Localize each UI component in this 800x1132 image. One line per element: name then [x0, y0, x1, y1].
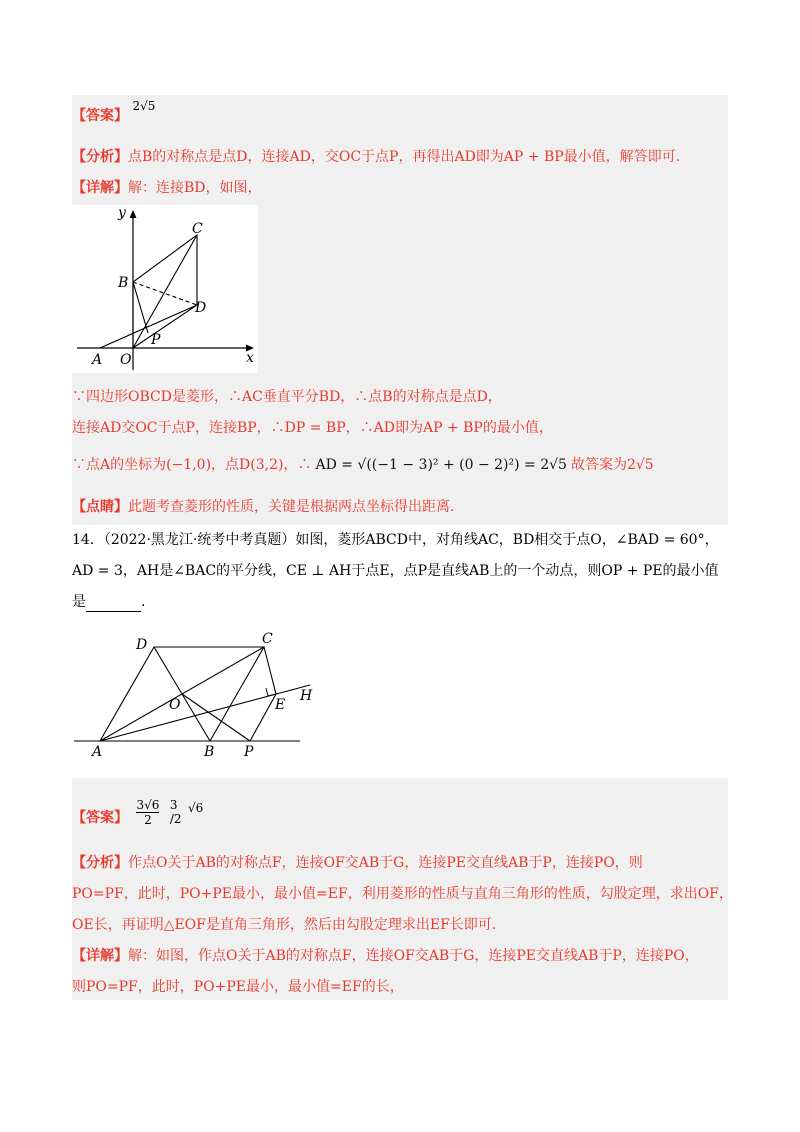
proof-line3-b: 故答案为2√5 [570, 457, 654, 473]
q13-proof-line3 [72, 455, 654, 475]
q13-proof-line1: ∵四边形OBCD是菱形，∴AC垂直平分BD，∴点B的对称点是点D， [72, 389, 502, 405]
question-source: （2022·黑龙江·统考中考真题） [103, 532, 296, 548]
q14-stem-line3: 是 . [72, 594, 146, 610]
answer-value: 2√5 [132, 99, 156, 113]
label-A: A [92, 352, 103, 368]
analysis-text: 点B的对称点是点D，连接AD，交OC于点P，再得出AD即为AP + BP最小值，解答即可. [128, 149, 681, 165]
q13-detail [72, 178, 262, 198]
label-B: B [204, 744, 215, 760]
answer-fraction [136, 798, 159, 827]
q14-stem-line2: AD = 3，AH是∠BAC的平分线，CE ⊥ AH于点E，点P是直线AB上的一个动点，则OP + PE的最小值 [72, 563, 719, 579]
comment-tag: 【点睛】 [72, 499, 128, 515]
label-x: x [246, 350, 254, 366]
answer-root: √6 [187, 801, 204, 815]
detail-tag: 【详解】 [72, 948, 128, 964]
label-B: B [118, 275, 129, 291]
detail-text: 解：连接BD，如图， [128, 180, 262, 196]
q14-analysis-line3: OE长，再证明△EOF是直角三角形，然后由勾股定理求出EF长即可. [72, 917, 497, 933]
alt-frac-den: 2 [173, 812, 182, 826]
q14-detail-line2: 则PO=PF，此时，PO+PE最小，最小值=EF的长， [72, 979, 404, 995]
answer-alt [170, 798, 182, 826]
analysis-tag: 【分析】 [72, 855, 128, 871]
q13-analysis [72, 147, 680, 167]
label-A: A [92, 744, 103, 760]
alt-frac-num: 3 [169, 798, 178, 812]
detail-line1: 解：如图，作点O关于AB的对称点F，连接OF交AB于G，连接PE交直线AB于P，连接PO， [128, 948, 699, 964]
q13-proof-line2: 连接AD交OC于点P，连接BP，∴DP = BP，∴AD即为AP + BP的最小值， [72, 420, 553, 436]
question-number: 14． [72, 532, 104, 548]
detail-tag: 【详解】 [72, 180, 128, 196]
answer-tag: 【答案】 [72, 810, 128, 826]
q14-stem-line1 [72, 530, 719, 550]
proof-line3-a: ∵点A的坐标为(−1,0)，点D(3,2)，∴ [72, 457, 312, 473]
label-P: P [244, 744, 254, 760]
q14-answer-line [72, 798, 203, 828]
answer-numerator: 3√6 [136, 798, 160, 812]
q13-coordinate-figure [72, 205, 258, 373]
q14-detail-line1 [72, 946, 699, 966]
label-E: E [275, 697, 286, 713]
answer-blank [86, 597, 141, 612]
analysis-tag: 【分析】 [72, 149, 128, 165]
label-C: C [192, 221, 203, 237]
q13-comment [72, 497, 454, 517]
stem-line1: 如图，菱形ABCD中，对角线AC，BD相交于点O，∠BAD = 60°， [295, 532, 719, 548]
q14-analysis-line2: PO=PF，此时，PO+PE最小，最小值=EF，利用菱形的性质与直角三角形的性质，勾股定理，求出OF， [72, 886, 733, 902]
analysis-line1: 作点O关于AB的对称点F，连接OF交AB于G，连接PE交直线AB于P，连接PO，则 [128, 855, 643, 871]
answer-tag: 【答案】 [72, 108, 128, 124]
distance-formula: AD = √((−1 − 3)² + (0 − 2)²) = 2√5 [315, 457, 567, 473]
alt-slash-den [170, 812, 182, 826]
q14-analysis-line1 [72, 853, 643, 873]
label-D: D [136, 637, 148, 653]
comment-text: 此题考查菱形的性质，关键是根据两点坐标得出距离. [128, 499, 455, 515]
label-H: H [300, 688, 313, 704]
label-C: C [262, 631, 273, 647]
stem-line3: 是 [72, 594, 86, 610]
alt-slash: / [169, 812, 174, 826]
q14-rhombus-figure [72, 625, 332, 760]
label-D: D [195, 300, 207, 316]
q13-answer-line [72, 99, 156, 126]
answer-denominator: 2 [144, 813, 152, 827]
label-P: P [151, 332, 161, 348]
label-y: y [118, 205, 126, 221]
label-O: O [120, 352, 132, 368]
label-O: O [169, 697, 181, 713]
